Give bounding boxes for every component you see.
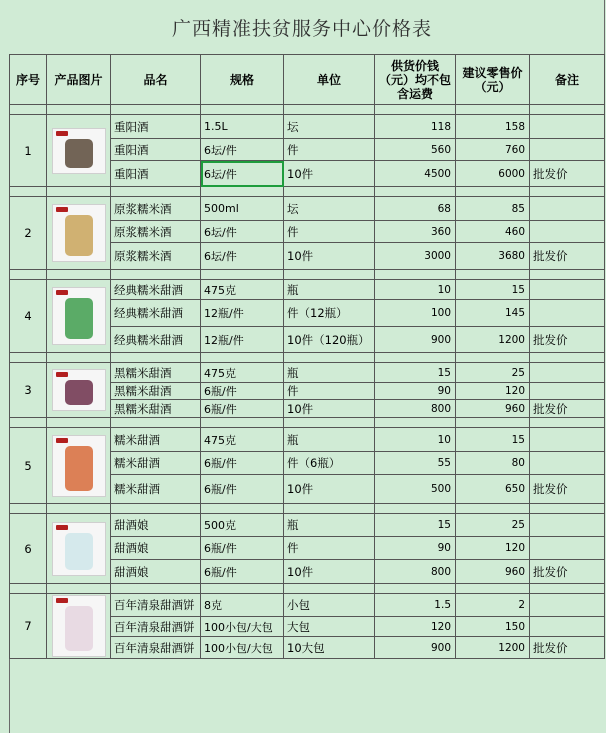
- product-name-cell[interactable]: 甜酒娘: [111, 560, 201, 584]
- supply-price-cell[interactable]: 15: [375, 363, 456, 383]
- spacer-cell[interactable]: [10, 584, 47, 594]
- product-name-cell[interactable]: 糯米甜酒: [111, 428, 201, 452]
- brand-badge-icon: [56, 207, 68, 212]
- unit-cell[interactable]: 瓶: [284, 428, 375, 452]
- black-rice-jar-icon: [52, 369, 106, 411]
- spacer-cell[interactable]: [456, 105, 530, 115]
- spec-cell[interactable]: 100小包/大包: [201, 617, 284, 637]
- product-shape: [65, 606, 93, 651]
- spec-cell[interactable]: 8克: [201, 594, 284, 617]
- product-name-cell[interactable]: 经典糯米甜酒: [111, 300, 201, 327]
- spec-cell[interactable]: 6瓶/件: [201, 475, 284, 504]
- spec-cell[interactable]: 12瓶/件: [201, 327, 284, 353]
- spacer-cell[interactable]: [47, 105, 111, 115]
- row-number-cell[interactable]: 5: [10, 428, 47, 504]
- spacer-cell[interactable]: [530, 187, 605, 197]
- rice-wine-bottle-icon: [52, 435, 106, 497]
- spec-cell[interactable]: 6瓶/件: [201, 400, 284, 418]
- product-name-cell[interactable]: 甜酒娘: [111, 514, 201, 537]
- remark-cell[interactable]: [530, 115, 605, 139]
- spacer-cell[interactable]: [47, 353, 111, 363]
- remark-cell[interactable]: [530, 383, 605, 400]
- brand-badge-icon: [56, 598, 68, 603]
- spacer-cell[interactable]: [10, 270, 47, 280]
- group-spacer-row: [10, 584, 605, 594]
- spacer-cell[interactable]: [47, 504, 111, 514]
- spacer-cell[interactable]: [284, 187, 375, 197]
- group-spacer-row: [10, 105, 605, 115]
- supply-price-cell[interactable]: 900: [375, 637, 456, 659]
- header-remark[interactable]: 备注: [530, 55, 605, 105]
- retail-price-cell[interactable]: 6000: [456, 161, 530, 187]
- row-number-cell[interactable]: 6: [10, 514, 47, 584]
- spec-cell[interactable]: 12瓶/件: [201, 300, 284, 327]
- remark-cell[interactable]: [530, 514, 605, 537]
- spacer-cell[interactable]: [284, 418, 375, 428]
- spacer-cell[interactable]: [111, 418, 201, 428]
- spacer-cell[interactable]: [10, 353, 47, 363]
- spec-cell[interactable]: 6瓶/件: [201, 452, 284, 475]
- spacer-cell[interactable]: [10, 418, 47, 428]
- table-row: [10, 363, 605, 383]
- product-name-cell[interactable]: 糯米甜酒: [111, 452, 201, 475]
- spec-cell[interactable]: 475克: [201, 280, 284, 300]
- spec-cell[interactable]: 6瓶/件: [201, 560, 284, 584]
- group-spacer-row: [10, 270, 605, 280]
- remark-cell[interactable]: [530, 617, 605, 637]
- spacer-cell[interactable]: [375, 187, 456, 197]
- header-supply[interactable]: 供货价钱（元）均不包含运费: [375, 55, 456, 105]
- unit-cell[interactable]: 件（12瓶）: [284, 300, 375, 327]
- product-name-cell[interactable]: 黑糯米甜酒: [111, 383, 201, 400]
- spacer-cell[interactable]: [201, 418, 284, 428]
- retail-price-cell[interactable]: 650: [456, 475, 530, 504]
- spacer-cell[interactable]: [47, 418, 111, 428]
- supply-price-cell[interactable]: 90: [375, 383, 456, 400]
- product-image-cell[interactable]: [47, 197, 111, 270]
- supply-price-cell[interactable]: 360: [375, 221, 456, 243]
- supply-price-cell[interactable]: 900: [375, 327, 456, 353]
- spacer-cell[interactable]: [111, 187, 201, 197]
- unit-cell[interactable]: 10件: [284, 161, 375, 187]
- spec-cell[interactable]: 500克: [201, 514, 284, 537]
- spec-cell[interactable]: 1.5L: [201, 115, 284, 139]
- remark-cell[interactable]: [530, 537, 605, 560]
- product-image-cell[interactable]: [47, 280, 111, 353]
- product-name-cell[interactable]: 百年清泉甜酒饼: [111, 594, 201, 617]
- remark-cell[interactable]: 批发价: [530, 400, 605, 418]
- spec-cell[interactable]: 100小包/大包: [201, 637, 284, 659]
- spacer-cell[interactable]: [111, 353, 201, 363]
- spacer-cell[interactable]: [375, 504, 456, 514]
- spec-cell[interactable]: 6坛/件: [201, 221, 284, 243]
- spacer-cell[interactable]: [10, 187, 47, 197]
- supply-price-cell[interactable]: 68: [375, 197, 456, 221]
- brand-badge-icon: [56, 372, 68, 377]
- wine-jar-icon: [52, 128, 106, 174]
- retail-price-cell[interactable]: 1200: [456, 327, 530, 353]
- spacer-cell[interactable]: [530, 105, 605, 115]
- spacer-cell[interactable]: [201, 353, 284, 363]
- supply-price-cell[interactable]: 10: [375, 280, 456, 300]
- supply-price-cell[interactable]: 800: [375, 400, 456, 418]
- retail-price-cell[interactable]: 960: [456, 560, 530, 584]
- row-number-cell[interactable]: 1: [10, 115, 47, 187]
- product-name-cell[interactable]: 甜酒娘: [111, 537, 201, 560]
- unit-cell[interactable]: 件: [284, 221, 375, 243]
- price-table: [9, 54, 605, 659]
- unit-cell[interactable]: 件: [284, 537, 375, 560]
- spacer-cell[interactable]: [284, 105, 375, 115]
- retail-price-cell[interactable]: 25: [456, 363, 530, 383]
- spacer-cell[interactable]: [456, 353, 530, 363]
- spacer-cell[interactable]: [201, 584, 284, 594]
- spacer-cell[interactable]: [111, 105, 201, 115]
- header-no[interactable]: 序号: [10, 55, 47, 105]
- remark-cell[interactable]: [530, 139, 605, 161]
- product-image-cell[interactable]: [47, 514, 111, 584]
- header-name[interactable]: 品名: [111, 55, 201, 105]
- unit-cell[interactable]: 坛: [284, 115, 375, 139]
- remark-cell[interactable]: 批发价: [530, 161, 605, 187]
- page-title: 广西精准扶贫服务中心价格表: [171, 17, 432, 40]
- supply-price-cell[interactable]: 100: [375, 300, 456, 327]
- remark-cell[interactable]: [530, 300, 605, 327]
- remark-cell[interactable]: [530, 428, 605, 452]
- supply-price-cell[interactable]: 3000: [375, 243, 456, 270]
- retail-price-cell[interactable]: 2: [456, 594, 530, 617]
- supply-price-cell[interactable]: 560: [375, 139, 456, 161]
- retail-price-cell[interactable]: 25: [456, 514, 530, 537]
- spacer-cell[interactable]: [456, 584, 530, 594]
- retail-price-cell[interactable]: 15: [456, 428, 530, 452]
- product-image-cell[interactable]: [47, 428, 111, 504]
- product-image-cell[interactable]: [47, 363, 111, 418]
- product-shape: [65, 298, 93, 339]
- unit-cell[interactable]: 10件: [284, 560, 375, 584]
- header-image[interactable]: 产品图片: [47, 55, 111, 105]
- remark-cell[interactable]: 批发价: [530, 637, 605, 659]
- product-name-cell[interactable]: 重阳酒: [111, 139, 201, 161]
- remark-cell[interactable]: 批发价: [530, 243, 605, 270]
- remark-cell[interactable]: 批发价: [530, 560, 605, 584]
- unit-cell[interactable]: 大包: [284, 617, 375, 637]
- spec-cell[interactable]: 6坛/件: [201, 243, 284, 270]
- unit-cell[interactable]: 瓶: [284, 363, 375, 383]
- product-image-cell[interactable]: [47, 594, 111, 659]
- table-row: [10, 514, 605, 537]
- retail-price-cell[interactable]: 960: [456, 400, 530, 418]
- product-name-cell[interactable]: 黑糯米甜酒: [111, 363, 201, 383]
- remark-cell[interactable]: 批发价: [530, 327, 605, 353]
- spacer-cell[interactable]: [111, 270, 201, 280]
- supply-price-cell[interactable]: 120: [375, 617, 456, 637]
- row-number-cell[interactable]: 3: [10, 363, 47, 418]
- product-shape: [65, 380, 93, 405]
- supply-price-cell[interactable]: 90: [375, 537, 456, 560]
- unit-cell[interactable]: 瓶: [284, 514, 375, 537]
- unit-cell[interactable]: 10大包: [284, 637, 375, 659]
- row-number-cell[interactable]: 2: [10, 197, 47, 270]
- brand-badge-icon: [56, 525, 68, 530]
- spacer-cell[interactable]: [375, 353, 456, 363]
- sweet-ferment-box-icon: [52, 522, 106, 576]
- brand-badge-icon: [56, 438, 68, 443]
- unit-cell[interactable]: 坛: [284, 197, 375, 221]
- row-number-cell[interactable]: 4: [10, 280, 47, 353]
- spacer-cell[interactable]: [201, 187, 284, 197]
- table-row: [10, 115, 605, 139]
- header-unit[interactable]: 单位: [284, 55, 375, 105]
- retail-price-cell[interactable]: 120: [456, 383, 530, 400]
- retail-price-cell[interactable]: 15: [456, 280, 530, 300]
- spacer-cell[interactable]: [530, 418, 605, 428]
- spacer-cell[interactable]: [10, 105, 47, 115]
- retail-price-cell[interactable]: 150: [456, 617, 530, 637]
- table-row: [10, 197, 605, 221]
- spacer-cell[interactable]: [284, 504, 375, 514]
- product-name-cell[interactable]: 糯米甜酒: [111, 475, 201, 504]
- supply-price-cell[interactable]: 4500: [375, 161, 456, 187]
- retail-price-cell[interactable]: 145: [456, 300, 530, 327]
- spacer-cell[interactable]: [284, 270, 375, 280]
- unit-cell[interactable]: 小包: [284, 594, 375, 617]
- spacer-cell[interactable]: [284, 584, 375, 594]
- spacer-cell[interactable]: [111, 584, 201, 594]
- product-shape: [65, 139, 93, 168]
- spacer-cell[interactable]: [375, 105, 456, 115]
- product-shape: [65, 446, 93, 491]
- product-name-cell[interactable]: 重阳酒: [111, 115, 201, 139]
- product-name-cell[interactable]: 经典糯米甜酒: [111, 327, 201, 353]
- header-row: [10, 55, 605, 105]
- rice-cake-plate-icon: [52, 595, 106, 657]
- product-shape: [65, 533, 93, 570]
- unit-cell[interactable]: 10件: [284, 400, 375, 418]
- unit-cell[interactable]: 件（6瓶）: [284, 452, 375, 475]
- product-name-cell[interactable]: 原浆糯米酒: [111, 221, 201, 243]
- product-name-cell[interactable]: 原浆糯米酒: [111, 197, 201, 221]
- spec-cell[interactable]: 475克: [201, 363, 284, 383]
- spacer-cell[interactable]: [456, 504, 530, 514]
- table-row: [10, 428, 605, 452]
- spec-cell[interactable]: 500ml: [201, 197, 284, 221]
- spec-cell[interactable]: 6坛/件: [201, 161, 284, 187]
- retail-price-cell[interactable]: 85: [456, 197, 530, 221]
- spacer-cell[interactable]: [530, 270, 605, 280]
- remark-cell[interactable]: 批发价: [530, 475, 605, 504]
- rice-wine-box-icon: [52, 204, 106, 262]
- spec-cell[interactable]: 6瓶/件: [201, 537, 284, 560]
- group-spacer-row: [10, 418, 605, 428]
- table-row: [10, 280, 605, 300]
- product-name-cell[interactable]: 经典糯米甜酒: [111, 280, 201, 300]
- unit-cell[interactable]: 10件（120瓶）: [284, 327, 375, 353]
- supply-price-cell[interactable]: 15: [375, 514, 456, 537]
- retail-price-cell[interactable]: 760: [456, 139, 530, 161]
- spacer-cell[interactable]: [284, 353, 375, 363]
- header-spec[interactable]: 规格: [201, 55, 284, 105]
- group-spacer-row: [10, 187, 605, 197]
- unit-cell[interactable]: 件: [284, 383, 375, 400]
- product-name-cell[interactable]: 黑糯米甜酒: [111, 400, 201, 418]
- brand-badge-icon: [56, 290, 68, 295]
- retail-price-cell[interactable]: 460: [456, 221, 530, 243]
- remark-cell[interactable]: [530, 363, 605, 383]
- supply-price-cell[interactable]: 10: [375, 428, 456, 452]
- spacer-cell[interactable]: [375, 584, 456, 594]
- spacer-cell[interactable]: [375, 270, 456, 280]
- product-shape: [65, 215, 93, 256]
- sweet-wine-box-icon: [52, 287, 106, 345]
- remark-cell[interactable]: [530, 594, 605, 617]
- spacer-cell[interactable]: [456, 187, 530, 197]
- supply-price-cell[interactable]: 800: [375, 560, 456, 584]
- spacer-cell[interactable]: [201, 270, 284, 280]
- spacer-cell[interactable]: [201, 504, 284, 514]
- row-number-cell[interactable]: 7: [10, 594, 47, 659]
- product-name-cell[interactable]: 百年清泉甜酒饼: [111, 637, 201, 659]
- retail-price-cell[interactable]: 3680: [456, 243, 530, 270]
- spacer-cell[interactable]: [47, 270, 111, 280]
- header-retail[interactable]: 建议零售价（元）: [456, 55, 530, 105]
- spec-cell[interactable]: 475克: [201, 428, 284, 452]
- remark-cell[interactable]: [530, 280, 605, 300]
- unit-cell[interactable]: 10件: [284, 475, 375, 504]
- spacer-cell[interactable]: [530, 353, 605, 363]
- product-name-cell[interactable]: 百年清泉甜酒饼: [111, 617, 201, 637]
- group-spacer-row: [10, 353, 605, 363]
- brand-badge-icon: [56, 131, 68, 136]
- remark-cell[interactable]: [530, 221, 605, 243]
- retail-price-cell[interactable]: 1200: [456, 637, 530, 659]
- unit-cell[interactable]: 10件: [284, 243, 375, 270]
- product-image-cell[interactable]: [47, 115, 111, 187]
- spacer-cell[interactable]: [530, 584, 605, 594]
- spec-cell[interactable]: 6瓶/件: [201, 383, 284, 400]
- supply-price-cell[interactable]: 55: [375, 452, 456, 475]
- product-name-cell[interactable]: 原浆糯米酒: [111, 243, 201, 270]
- supply-price-cell[interactable]: 500: [375, 475, 456, 504]
- retail-price-cell[interactable]: 158: [456, 115, 530, 139]
- unit-cell[interactable]: 瓶: [284, 280, 375, 300]
- retail-price-cell[interactable]: 80: [456, 452, 530, 475]
- remark-cell[interactable]: [530, 197, 605, 221]
- remark-cell[interactable]: [530, 452, 605, 475]
- spacer-cell[interactable]: [375, 418, 456, 428]
- group-spacer-row: [10, 504, 605, 514]
- spacer-cell[interactable]: [201, 105, 284, 115]
- spacer-cell[interactable]: [111, 504, 201, 514]
- table-row: [10, 594, 605, 617]
- spacer-cell[interactable]: [10, 504, 47, 514]
- spacer-cell[interactable]: [530, 504, 605, 514]
- spacer-cell[interactable]: [456, 270, 530, 280]
- retail-price-cell[interactable]: 120: [456, 537, 530, 560]
- spacer-cell[interactable]: [47, 187, 111, 197]
- product-name-cell[interactable]: 重阳酒: [111, 161, 201, 187]
- spec-cell[interactable]: 6坛/件: [201, 139, 284, 161]
- spacer-cell[interactable]: [456, 418, 530, 428]
- supply-price-cell[interactable]: 118: [375, 115, 456, 139]
- supply-price-cell[interactable]: 1.5: [375, 594, 456, 617]
- title-cell[interactable]: [0, 0, 605, 55]
- unit-cell[interactable]: 件: [284, 139, 375, 161]
- spacer-cell[interactable]: [47, 584, 111, 594]
